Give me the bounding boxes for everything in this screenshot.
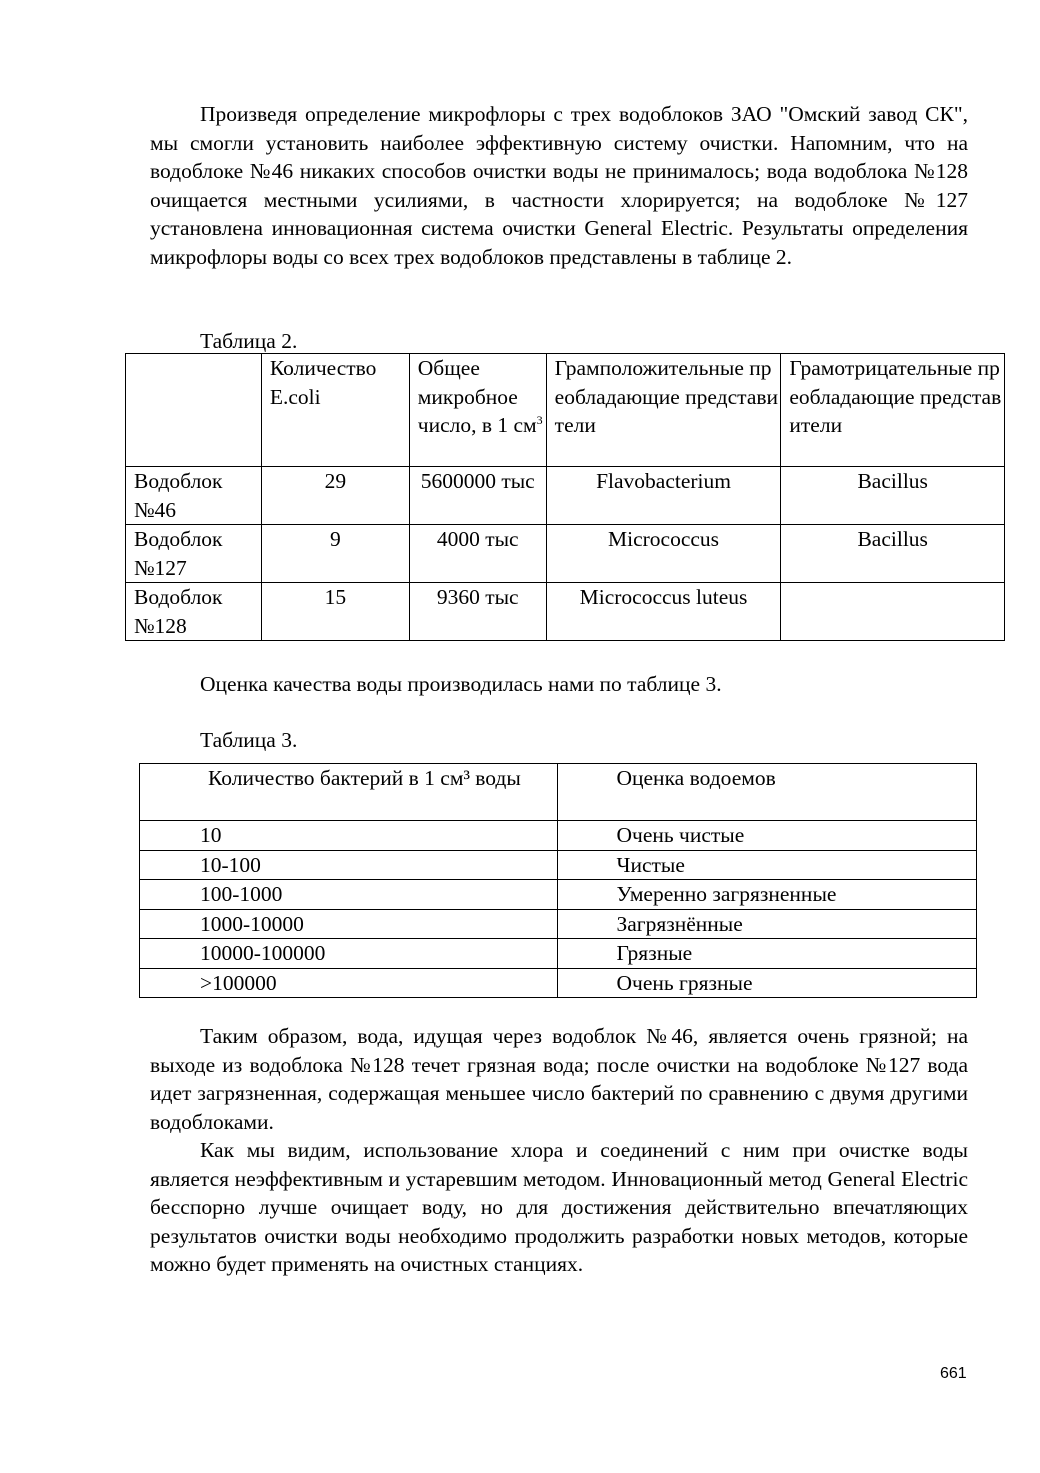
table3-header-row [140, 764, 977, 821]
row-rating: Загрязнённые [558, 909, 977, 939]
table3-intro: Оценка качества воды производилась нами по таблице 3. [200, 672, 722, 696]
paragraph-summary: Как мы видим, использование хлора и соединений с ним при очистке воды является неэффективным и устаревшим методом. Инновационный метод General Electric бесспорно лучше очищает воду, но для достижения действительно впечатляющих результатов очистки воды необходимо продолжить разработки новых методов, которые можно будет применять на очистных станциях. [150, 1138, 968, 1276]
row-ecoli: 9 [261, 525, 409, 583]
table2-header-gram-pos: Грамположительные преобладающие представители [546, 354, 781, 467]
row-name: Водоблок №127 [126, 525, 262, 583]
row-count: 4000 тыс [409, 525, 546, 583]
conclusion-block [150, 1022, 968, 1279]
table-row [126, 583, 1005, 641]
row-name: Водоблок №128 [126, 583, 262, 641]
table2-caption: Таблица 2. [200, 329, 298, 353]
row-name: Водоблок №46 [126, 467, 262, 525]
row-rating: Грязные [558, 939, 977, 969]
table3 [139, 763, 977, 998]
row-gram-neg [781, 583, 1005, 641]
table3-header-count: Количество бактерий в 1 см³ воды [140, 764, 558, 821]
table2 [125, 353, 1005, 641]
paragraph-intro: Произведя определение микрофлоры с трех водоблоков ЗАО "Омский завод СК", мы смогли установить наиболее эффективную систему очистки. Напомним, что на водоблоке №46 никаких способов очистки воды не принималось; вода водоблока №128 очищается местными усилиями, в частности хлорируется; на водоблоке №127 установлена инновационная система очистки General Electric. Результаты определения микрофлоры воды со всех трех водоблоков представлены в таблице 2. [150, 102, 968, 269]
table2-header-row [126, 354, 1005, 467]
table3-caption: Таблица 3. [200, 728, 298, 752]
table3-header-rating: Оценка водоемов [558, 764, 977, 821]
row-ecoli: 29 [261, 467, 409, 525]
row-count: 100-1000 [140, 880, 558, 910]
row-count: 5600000 тыс [409, 467, 546, 525]
table2-header-empty [126, 354, 262, 467]
row-count: 9360 тыс [409, 583, 546, 641]
table-row [140, 939, 977, 969]
row-count: >100000 [140, 968, 558, 998]
paragraph-conclusion: Таким образом, вода, идущая через водоблок №46, является очень грязной; на выходе из водоблока №128 течет грязная вода; после очистки на водоблоке №127 вода идет загрязненная, содержащая меньшее число бактерий по сравнению с двумя другими водоблоками. [150, 1024, 968, 1134]
row-gram-pos: Micrococcus luteus [546, 583, 781, 641]
row-ecoli: 15 [261, 583, 409, 641]
row-gram-pos: Micrococcus [546, 525, 781, 583]
row-count: 10-100 [140, 850, 558, 880]
table2-header-count [409, 354, 546, 467]
row-gram-neg: Bacillus [781, 525, 1005, 583]
table-row [140, 821, 977, 851]
row-count: 10 [140, 821, 558, 851]
table2-header-ecoli: Количество E.coli [261, 354, 409, 467]
table2-header-count-sup: 3 [536, 412, 543, 427]
page-number: 661 [940, 1365, 967, 1382]
table-row [126, 525, 1005, 583]
row-rating: Чистые [558, 850, 977, 880]
table-row [140, 880, 977, 910]
row-rating: Очень грязные [558, 968, 977, 998]
table-row [140, 968, 977, 998]
row-gram-pos: Flavobacterium [546, 467, 781, 525]
table-row [126, 467, 1005, 525]
table-row [140, 850, 977, 880]
table2-header-gram-neg: Грамотрицательные преобладающие представители [781, 354, 1005, 467]
table2-header-count-text: Общее микробное число, в 1 см [417, 356, 537, 437]
row-rating: Умеренно загрязненные [558, 880, 977, 910]
row-rating: Очень чистые [558, 821, 977, 851]
row-count: 10000-100000 [140, 939, 558, 969]
table-row [140, 909, 977, 939]
row-gram-neg: Bacillus [781, 467, 1005, 525]
row-count: 1000-10000 [140, 909, 558, 939]
